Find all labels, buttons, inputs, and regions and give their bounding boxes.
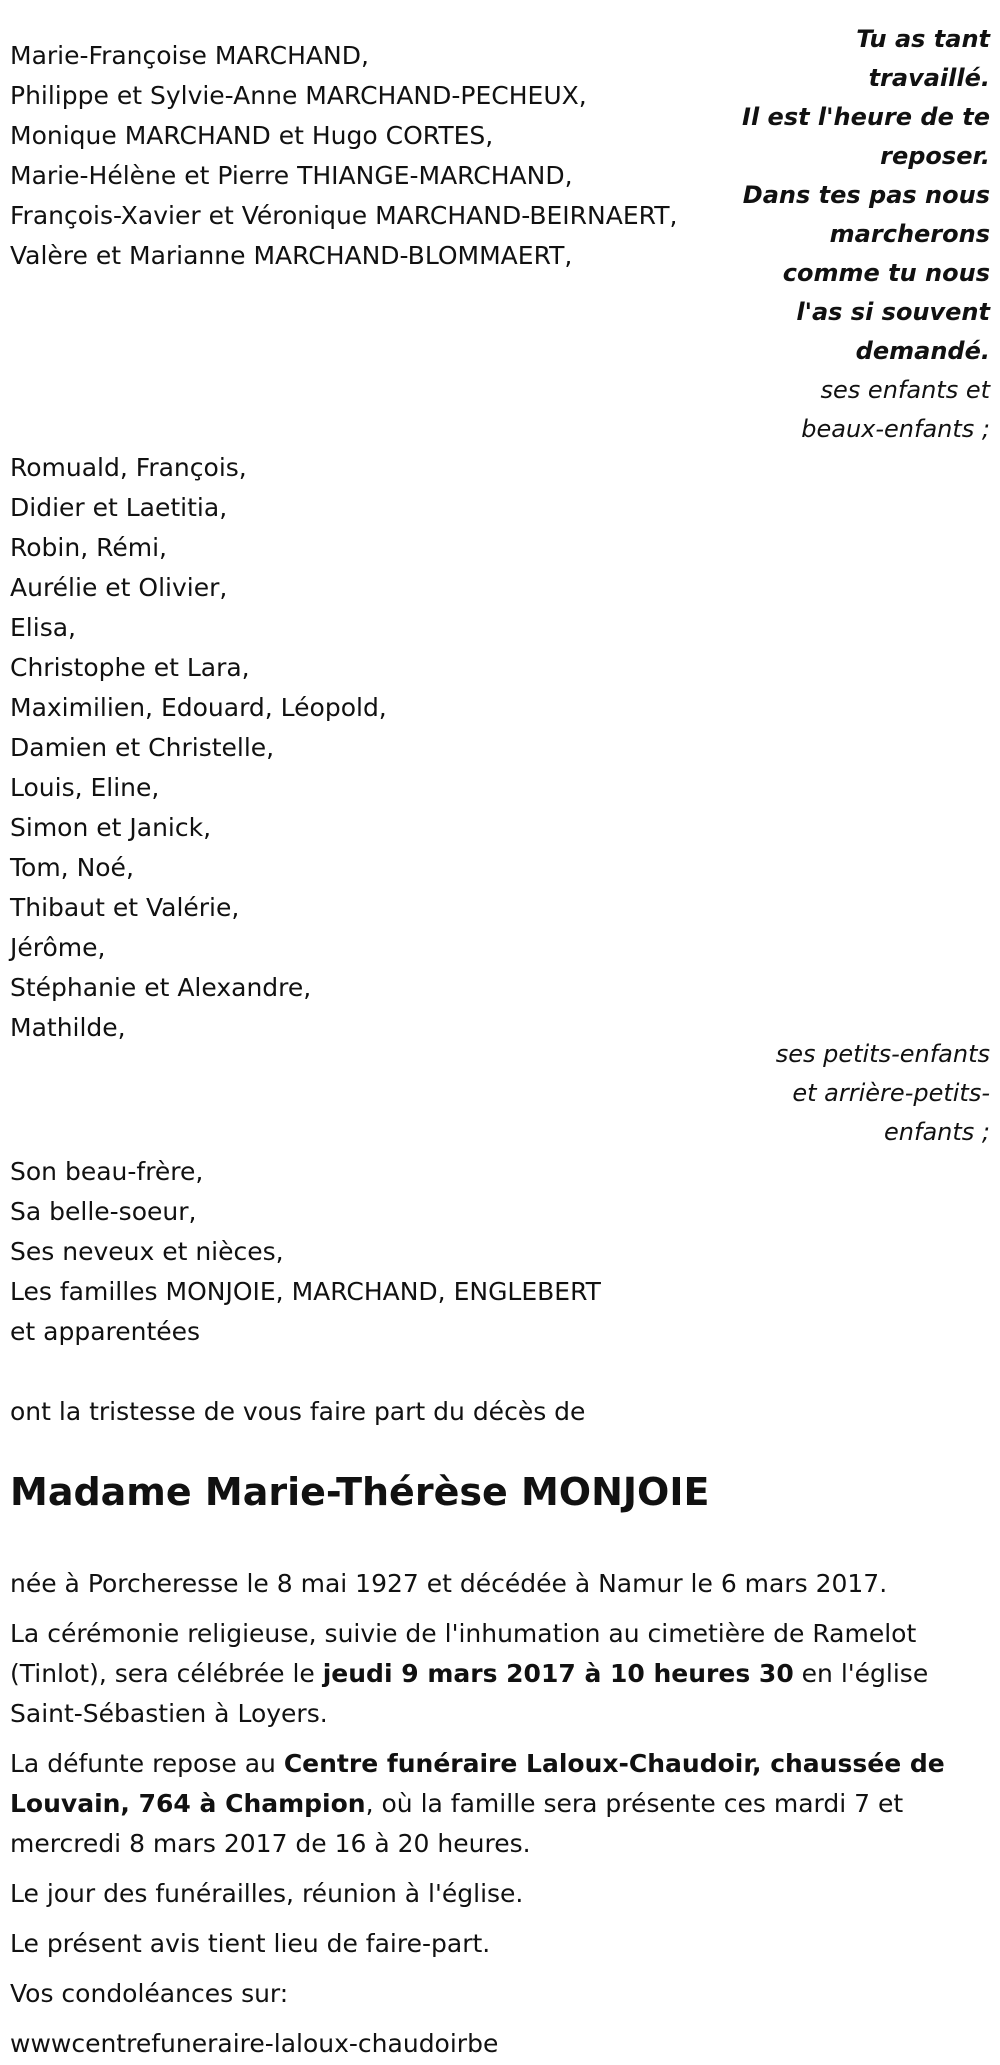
name-line: Philippe et Sylvie-Anne MARCHAND-PECHEUX, (10, 81, 587, 110)
group-label: ses petits-enfants (775, 1040, 990, 1068)
announcement-intro: ont la tristesse de vous faire part du décès de (10, 1397, 586, 1426)
deceased-name: Madame Marie-Thérèse MONJOIE (10, 1470, 710, 1514)
poem-line: Dans tes pas nous (742, 181, 990, 209)
name-line: Sa belle-soeur, (10, 1197, 197, 1226)
name-line: Tom, Noé, (10, 853, 134, 882)
poem-line: l'as si souvent (796, 298, 990, 326)
poem-line: comme tu nous (782, 259, 990, 287)
poem-line: marcherons (829, 220, 990, 248)
poem-line: Tu as tant (856, 25, 990, 53)
group-label: et arrière-petits- (792, 1079, 990, 1107)
name-line: Mathilde, (10, 1013, 126, 1042)
name-line: François-Xavier et Véronique MARCHAND-BEIRNAERT, (10, 201, 678, 230)
poem-line: demandé. (855, 337, 990, 365)
name-line: Christophe et Lara, (10, 653, 250, 682)
name-line: Maximilien, Edouard, Léopold, (10, 693, 387, 722)
repose-text: La défunte repose au (10, 1749, 284, 1778)
funeral-home-address: Centre funéraire Laloux-Chaudoir, chaussée de Louvain, 764 à Champion (10, 1749, 945, 1818)
notice-info: Le présent avis tient lieu de faire-part. (10, 1929, 491, 1958)
group-label: ses enfants et (820, 376, 990, 404)
ceremony-text: en l'église Saint-Sébastien à Loyers. (10, 1659, 929, 1728)
grandchildren-list (10, 448, 387, 1048)
grandchildren-label (776, 1035, 990, 1152)
group-label: enfants ; (884, 1118, 990, 1146)
birth-death-info: née à Porcheresse le 8 mai 1927 et décédée à Namur le 6 mars 2017. (10, 1569, 888, 1598)
poem-line: travaillé. (868, 64, 990, 92)
name-line: Marie-Hélène et Pierre THIANGE-MARCHAND, (10, 161, 573, 190)
name-line: Marie-Françoise MARCHAND, (10, 41, 369, 70)
children-list (10, 36, 677, 276)
name-line: Stéphanie et Alexandre, (10, 973, 312, 1002)
ceremony-text: La cérémonie religieuse, suivie de l'inhumation au cimetière de Ramelot (Tinlot), sera célébrée le (10, 1619, 917, 1688)
repose-text: , où la famille sera présente ces mardi 7 et mercredi 8 mars 2017 de 16 à 20 heures. (10, 1789, 904, 1858)
name-line: Louis, Eline, (10, 773, 160, 802)
name-line: Thibaut et Valérie, (10, 893, 240, 922)
name-line: Jérôme, (10, 933, 106, 962)
name-line: Didier et Laetitia, (10, 493, 228, 522)
name-line: Robin, Rémi, (10, 533, 167, 562)
poem-line: Il est l'heure de te (742, 103, 990, 131)
poem (742, 20, 990, 449)
funeral-meeting-info: Le jour des funérailles, réunion à l'église. (10, 1879, 524, 1908)
name-line: Simon et Janick, (10, 813, 212, 842)
name-line: Elisa, (10, 613, 76, 642)
ceremony-info (10, 1614, 990, 1734)
name-line: et apparentées (10, 1317, 201, 1346)
name-line: Son beau-frère, (10, 1157, 204, 1186)
name-line: Romuald, François, (10, 453, 247, 482)
group-label: beaux-enfants ; (801, 415, 990, 443)
name-line: Valère et Marianne MARCHAND-BLOMMAERT, (10, 241, 573, 270)
condolences-link[interactable]: wwwcentrefuneraire-laloux-chaudoirbe (10, 2029, 499, 2058)
name-line: Monique MARCHAND et Hugo CORTES, (10, 121, 494, 150)
name-line: Aurélie et Olivier, (10, 573, 228, 602)
poem-line: reposer. (880, 142, 990, 170)
ceremony-date: jeudi 9 mars 2017 à 10 heures 30 (322, 1659, 794, 1688)
condolences-label: Vos condoléances sur: (10, 1979, 289, 2008)
repose-info (10, 1744, 990, 1864)
name-line: Les familles MONJOIE, MARCHAND, ENGLEBERT (10, 1277, 601, 1306)
name-line: Damien et Christelle, (10, 733, 275, 762)
relatives-list (10, 1152, 601, 1352)
name-line: Ses neveux et nièces, (10, 1237, 284, 1266)
